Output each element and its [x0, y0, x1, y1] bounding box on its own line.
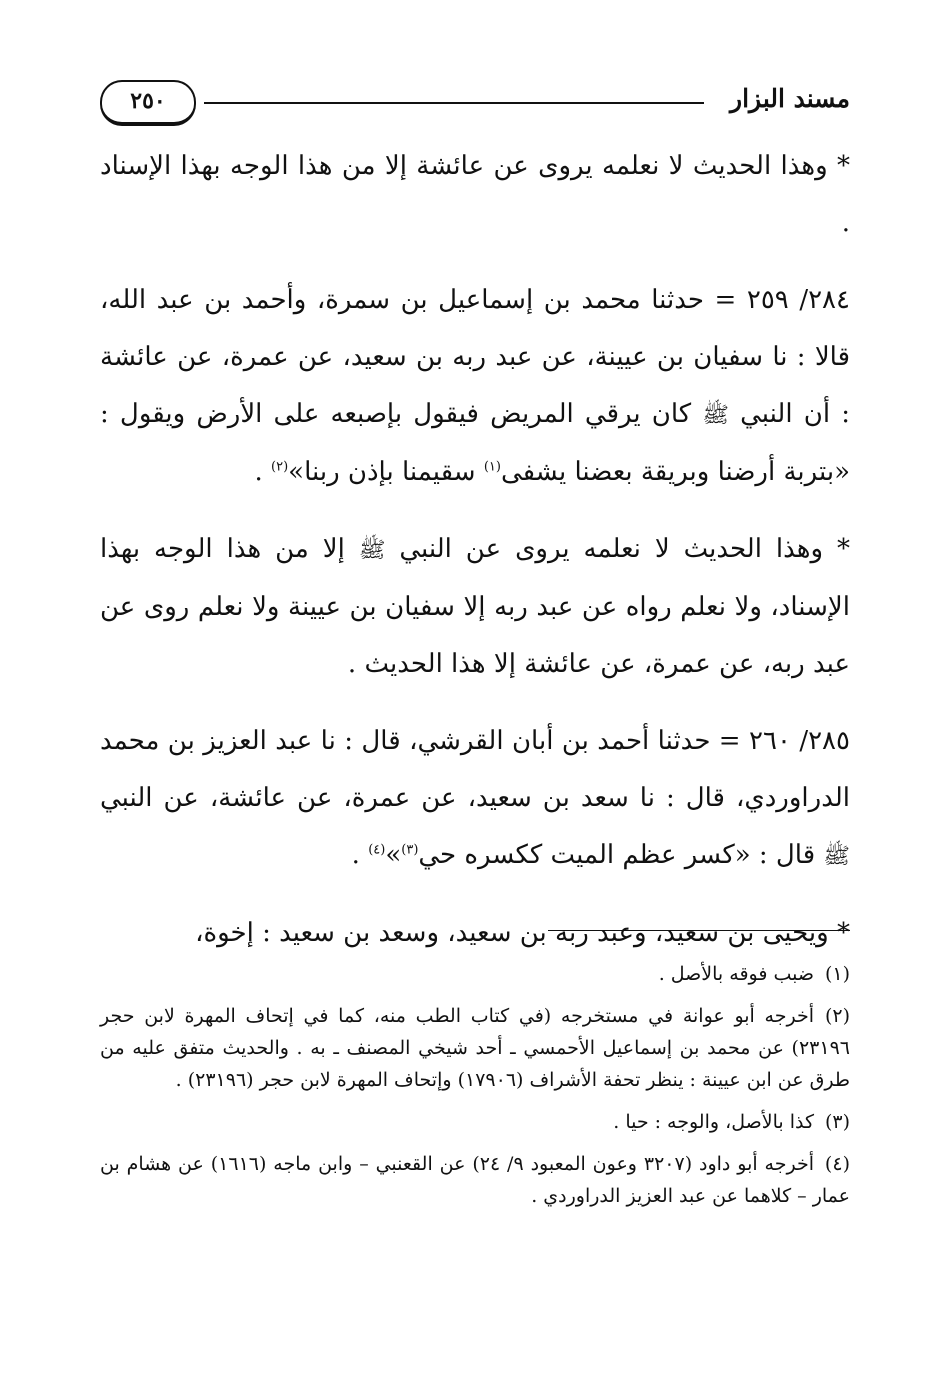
- footnote-ref-2: (٢): [271, 459, 289, 475]
- book-title: مسند البزار: [730, 84, 850, 113]
- hadith-284-text-d: .: [254, 457, 272, 487]
- footnote-number: (٣): [824, 1111, 850, 1133]
- salutation-glyph: ﷺ: [358, 538, 386, 563]
- footnote-number: (٤): [824, 1153, 850, 1175]
- hadith-285-text-b: قال : «كسر عظم الميت ككسره حي: [418, 840, 824, 870]
- paragraph-1: * وهذا الحديث لا نعلمه يروى عن عائشة إلا من هذا الوجه بهذا الإسناد .: [100, 151, 851, 238]
- hadith-284: [100, 272, 850, 501]
- footnote-separator: [548, 930, 850, 931]
- salutation-glyph: ﷺ: [823, 844, 850, 869]
- paragraph-5: * ويحيى بن سعيد، وعبد ربه بن سعيد، وسعد بن سعيد : إخوة،: [195, 918, 850, 948]
- footnote-text: أخرجه أبو داود (٣٢٠٧ وعون المعبود ٩/ ٢٤) عن القعنبي – وابن ماجه (١٦١٦) عن هشام بن عمار – كلاهما عن عبد العزيز الدراوردي .: [100, 1153, 850, 1207]
- footnote-ref-3: (٣): [401, 842, 419, 858]
- salutation-glyph: ﷺ: [702, 403, 729, 428]
- footnote-3: [100, 1106, 850, 1138]
- hadith-285-text-a: ٢٨٥/ ٢٦٠ = حدثنا أحمد بن أبان القرشي، قال : نا عبد العزيز بن محمد الدراوردي، قال : نا سعد بن سعيد، عن عمرة، عن عائشة، عن النبي: [100, 726, 850, 813]
- hadith-284-text-b: كان يرقي المريض فيقول بإصبعه على الأرض ويقول : «بتربة أرضنا وبريقة بعضنا يشفى: [100, 399, 850, 487]
- footnote-text: ضبب فوقه بالأصل .: [658, 963, 814, 985]
- header-rule: [204, 102, 704, 104]
- footnote-text: أخرجه أبو عوانة في مستخرجه (في كتاب الطب منه، كما في إتحاف المهرة لابن حجر ٢٣١٩٦) عن محمد بن إسماعيل الأحمسي ـ أحد شيخي المصنف ـ به . والحديث متفق عليه من طرق عن ابن عيينة : ينظر تحفة الأشراف (١٧٩٠٦) وإتحاف المهرة لابن حجر (٢٣١٩٦) .: [100, 1005, 850, 1091]
- hadith-285-text-c: »: [385, 840, 402, 870]
- footnote-4: [100, 1148, 850, 1212]
- page-header: [100, 78, 850, 130]
- hadith-285-text-d: .: [351, 840, 369, 870]
- main-text: [100, 138, 850, 982]
- footnotes: [100, 958, 850, 1222]
- hadith-285: [100, 713, 850, 885]
- footnote-number: (١): [824, 963, 850, 985]
- footnote-ref-1: (١): [483, 459, 501, 475]
- paragraph-3-text-a: * وهذا الحديث لا نعلمه يروى عن النبي: [385, 534, 850, 564]
- hadith-284-text-a: ٢٨٤/ ٢٥٩ = حدثنا محمد بن إسماعيل بن سمرة، وأحمد بن عبد الله، قالا : نا سفيان بن عيينة، عن عبد ربه بن سعيد، عن عمرة، عن عائشة : أن النبي: [100, 285, 850, 429]
- footnote-2: [100, 1000, 850, 1096]
- footnote-text: كذا بالأصل، والوجه : حيا .: [613, 1111, 814, 1133]
- paragraph-3-text-b: إلا من هذا الوجه بهذا الإسناد، ولا نعلم رواه عن عبد ربه إلا سفيان بن عيينة ولا نعلم روى عن عبد ربه، عن عمرة، عن عائشة إلا هذا الحديث .: [100, 534, 850, 679]
- footnote-1: [100, 958, 850, 990]
- paragraph-3: [100, 521, 850, 693]
- footnote-ref-4: (٤): [368, 842, 386, 858]
- hadith-284-text-c: سقيمنا بإذن ربنا»: [288, 457, 484, 487]
- footnote-number: (٢): [824, 1005, 850, 1027]
- page-number: ٢٥٠: [100, 80, 196, 126]
